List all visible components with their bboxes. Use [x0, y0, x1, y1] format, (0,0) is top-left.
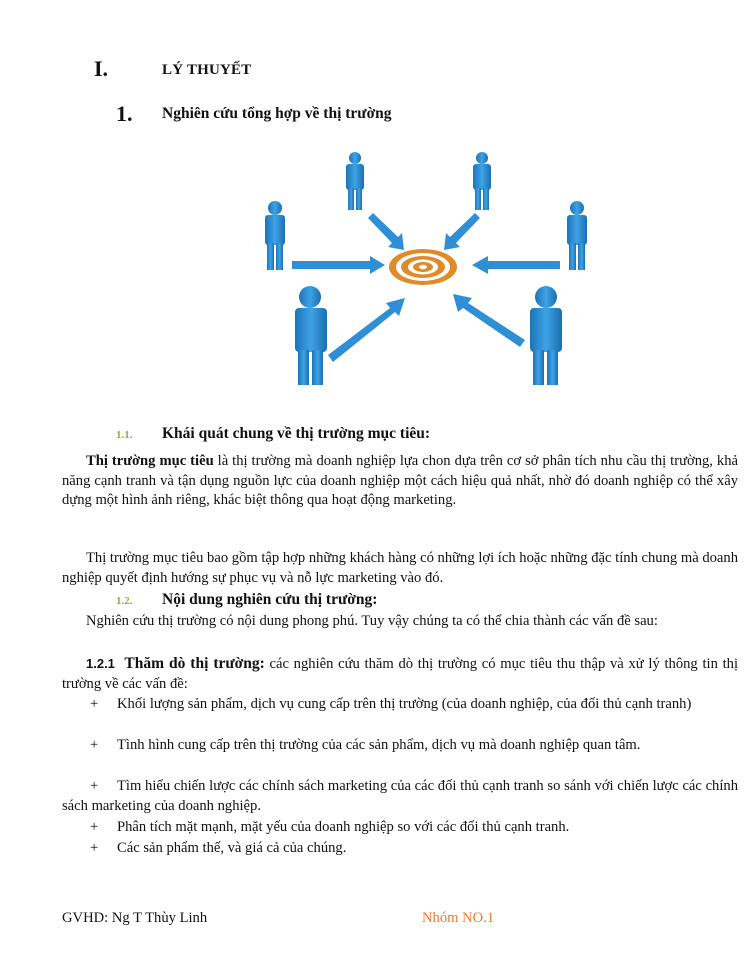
target-icon: [389, 249, 457, 285]
person-left: [265, 201, 285, 270]
section-1-2-title: Nội dung nghiên cứu thị trường:: [162, 591, 378, 608]
person-bottom-left: [295, 286, 327, 385]
arrow-top-left: [368, 213, 404, 250]
bullet-marker: +: [90, 840, 99, 856]
arrows: [292, 213, 560, 362]
paragraph-text: là thị trường mà doanh nghiệp lựa chon dựa trên cơ sở phân tích nhu cầu thị trường, khả năng cạnh tranh và tận dụng nguồn lực của doanh nghiệp một cách hiệu quả nhất, nhờ đó doanh nghiệp có thể xây dựng một hình ảnh riêng, khác biệt thông qua hoạt động marketing.: [62, 453, 738, 508]
bullet-text: Tìm hiểu chiến lược các chính sách marketing của các đối thủ cạnh tranh so sánh với chiến lược các chính sách marketing của doanh nghiệp.: [62, 778, 738, 814]
subsection-1-2-1: [62, 654, 738, 694]
paragraph-text: Thị trường mục tiêu bao gồm tập hợp những khách hàng có những lợi ích hoặc những đặc tính chung mà doanh nghiệp quyết định hướng sự phục vụ và nỗ lực marketing vào đó.: [62, 550, 738, 586]
bullet-marker: +: [90, 778, 99, 794]
person-top-right: [473, 152, 491, 210]
section-1-1-paragraph-2: [62, 549, 738, 588]
arrow-left: [292, 256, 385, 274]
footer-instructor: GVHD: Ng T Thùy Linh: [62, 910, 208, 926]
target-market-illustration: [240, 140, 610, 392]
section-1-2-heading: [116, 591, 377, 609]
bullet-text: Tình hình cung cấp trên thị trường của các sản phẩm, dịch vụ mà doanh nghiệp quan tâm.: [117, 737, 641, 753]
arrow-bottom-left: [328, 298, 405, 362]
section-1-1-number: 1.1.: [116, 429, 133, 441]
bullet-text: Khối lượng sản phẩm, dịch vụ cung cấp trên thị trường (của doanh nghiệp, của đối thủ cạnh tranh): [117, 696, 692, 712]
person-right: [567, 201, 587, 270]
heading2-title: Nghiên cứu tổng hợp về thị trường: [162, 105, 392, 122]
bullet-item: [62, 695, 738, 715]
bullet-text: Các sản phẩm thế, và giá cả của chúng.: [117, 840, 347, 856]
arrow-top-right: [444, 213, 480, 250]
heading1-number: I.: [94, 56, 109, 81]
paragraph-text: các nghiên cứu thăm dò thị trường có mục tiêu thu thập và xử lý thông tin thị trường về các vấn đề:: [62, 656, 738, 692]
person-bottom-right: [530, 286, 562, 385]
bullet-marker: +: [90, 737, 99, 753]
footer-group: Nhóm NO.1: [422, 910, 495, 926]
bullet-text: Phân tích mặt mạnh, mặt yếu của doanh nghiệp so với các đối thủ cạnh tranh.: [117, 819, 570, 835]
subsection-number: 1.2.1: [86, 656, 115, 671]
paragraph-text: Nghiên cứu thị trường có nội dung phong phú. Tuy vậy chúng ta có thể chia thành các vấn đề sau:: [86, 613, 658, 629]
bullet-marker: +: [90, 696, 99, 712]
person-top-left: [346, 152, 364, 210]
section-1-1-title: Khái quát chung về thị trường mục tiêu:: [162, 425, 431, 442]
section-1-2-number: 1.2.: [116, 595, 133, 607]
heading1-title: LÝ THUYẾT: [162, 62, 252, 78]
term-bold: Thị trường mục tiêu: [86, 453, 214, 469]
target-market-people-arrows-icon: [240, 140, 610, 392]
bullet-item: [62, 839, 738, 859]
arrow-right: [472, 256, 560, 274]
bullet-item: [62, 818, 738, 838]
subsection-title: Thăm dò thị trường:: [124, 655, 265, 672]
bullet-item: [62, 736, 738, 756]
bullet-marker: +: [90, 819, 99, 835]
section-1-1-paragraph-1: [62, 452, 738, 511]
bullet-item: [62, 777, 738, 816]
heading2-number: 1.: [116, 101, 133, 126]
section-1-1-heading: [116, 425, 430, 443]
arrow-bottom-right: [453, 294, 525, 347]
section-1-2-intro: [62, 612, 738, 632]
